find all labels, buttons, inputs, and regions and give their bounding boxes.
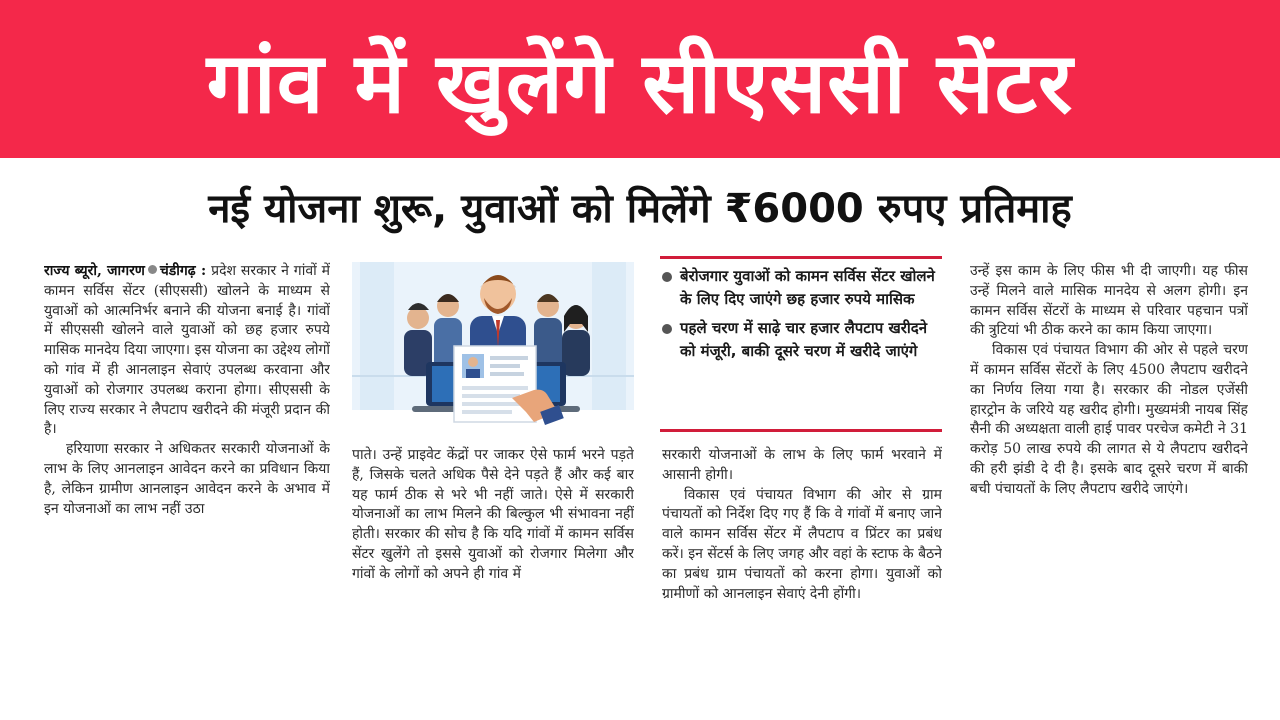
highlight-text: बेरोजगार युवाओं को कामन सर्विस सेंटर खोलने के लिए दिए जाएंगे छह हजार रुपये मासिक (680, 267, 935, 308)
article-column-3 (662, 446, 942, 704)
highlight-text: पहले चरण में साढ़े चार हजार लैपटाप खरीदने को मंजूरी, बाकी दूसरे चरण में खरीदे जाएंगे (680, 319, 928, 360)
article-column-4 (970, 262, 1248, 702)
person-icon (562, 305, 590, 376)
highlight-item (660, 317, 942, 363)
highlights-box (660, 256, 942, 432)
article-paragraph: हरियाणा सरकार ने अधिकतर सरकारी योजनाओं के लाभ के लिए आनलाइन आवेदन करने का प्रविधान किया है, लेकिन ग्रामीण आनलाइन आवेदन करने के अभाव में इन योजनाओं का लाभ नहीं उठा (44, 441, 330, 517)
byline-location: चंडीगढ़ : (159, 263, 207, 279)
subheadline: नई योजना शुरू, युवाओं को मिलेंगे ₹6000 रुपए प्रतिमाह (208, 185, 1072, 232)
resume-document-icon (454, 346, 536, 422)
byline-source: राज्य ब्यूरो, जागरण (44, 263, 145, 279)
cv-review-illustration (352, 258, 634, 434)
article-paragraph (44, 262, 330, 440)
article-paragraph: पाते। उन्हें प्राइवेट केंद्रों पर जाकर ऐसे फार्म भरने पड़ते हैं, जिसके चलते अधिक पैसे देने पड़ते हैं और कई बार यह फार्म ठीक से भरे भी नहीं जाते। ऐसे में सरकारी योजनाओं का लाभ मिलने की बिल्कुल भी संभावना नहीं होती। सरकार की सोच है कि यदि गांवों में कामन सर्विस सेंटर खुलेंगे तो इससे युवाओं को रोजगार मिलेगा और गांवों के लोगों को अपने ही गांव में (352, 447, 634, 582)
bullet-dot-icon (662, 272, 672, 282)
article-text: प्रदेश सरकार ने गांवों में कामन सर्विस सेंटर (सीएससी) खोलने के माध्यम से युवाओं को आत्मनिर्भर बनाने की योजना बनाई है। गांवों में सीएससी खोलने वाले युवाओं को छह हजार रुपये मासिक मानदेय दिया जाएगा। इस योजना का उद्देश्य लोगों को गांव में ही आनलाइन सेवाएं उपलब्ध करवाना और युवाओं को रोजगार उपलब्ध कराना होगा। सीएससी के लिए राज्य सरकार ने लैपटाप खरीदने की मंजूरी प्रदान की है। (44, 263, 330, 438)
article-column-1 (44, 262, 330, 702)
article-paragraph: विकास एवं पंचायत विभाग की ओर से ग्राम पंचायतों को निर्देश दिए गए हैं कि वे गांवों में बनाए जाने वाले कामन सर्विस सेंटर में लैपटाप व प्रिंटर का प्रबंध करें। इन सेंटर्स के लिए जगह और वहां के स्टाफ के बैठने का प्रबंध ग्राम पंचायतों को करना होगा। युवाओं को ग्रामीणों को आनलाइन सेवाएं देनी होंगी। (662, 486, 942, 602)
article-paragraph: सरकारी योजनाओं के लाभ के लिए फार्म भरवाने में आसानी होगी। (662, 447, 942, 483)
bullet-dot-icon (148, 265, 157, 274)
headline: गांव में खुलेंगे सीएससी सेंटर (206, 33, 1074, 132)
subheadline-bar (0, 166, 1280, 246)
highlight-item (660, 265, 942, 311)
article-paragraph: उन्हें इस काम के लिए फीस भी दी जाएगी। यह फीस उन्हें मिलने वाले मासिक मानदेय से अलग होगी। इन कामन सर्विस सेंटरों के माध्यम से परिवार पहचान पत्रों की त्रुटियां भी ठीक करने का काम किया जाएगा। (970, 263, 1248, 339)
headline-banner (0, 0, 1280, 158)
article-paragraph: विकास एवं पंचायत विभाग की ओर से पहले चरण में कामन सर्विस सेंटरों के लिए 4500 लैपटाप खरीदने का निर्णय लिया गया है। सरकार की नोडल एजेंसी हारट्रोन के जरिये यह खरीद होगी। मुख्यमंत्री नायब सिंह सैनी की अध्यक्षता वाली हाई पावर परचेज कमेटी ने 31 करोड़ 50 लाख रुपये की लागत से ये लैपटाप खरीदने की हरी झंडी दे दी है। इसके बाद दूसरे चरण में बाकी बची पंचायतों के लिए लैपटाप खरीदे जाएंगे। (970, 342, 1248, 497)
bullet-dot-icon (662, 324, 672, 334)
article-column-2 (352, 446, 634, 704)
